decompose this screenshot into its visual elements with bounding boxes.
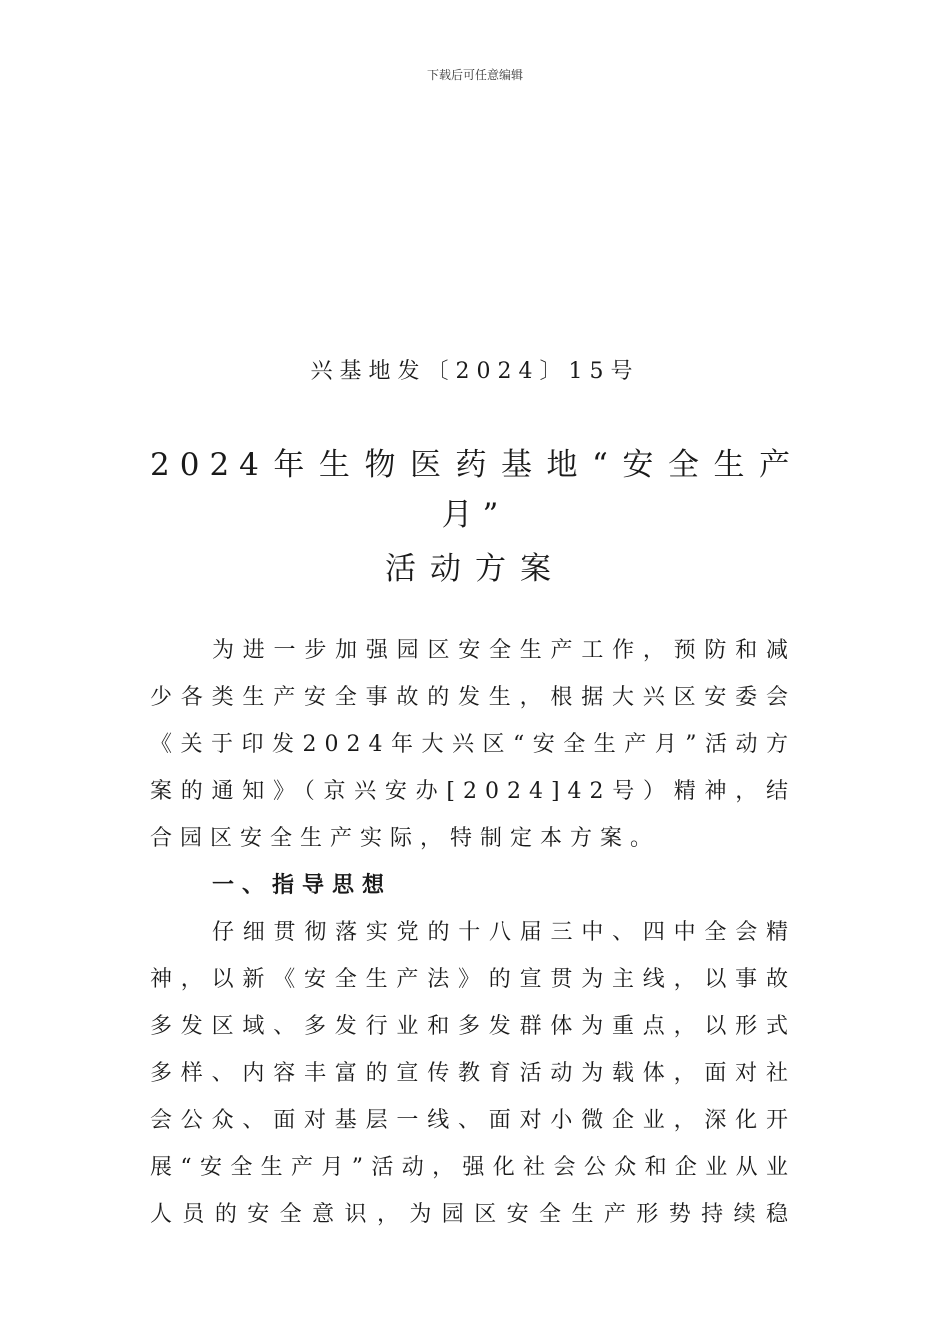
document-number: 兴基地发〔2024〕15号 [310, 359, 640, 384]
title-line-3: 活动方案 [385, 551, 565, 587]
header-note: 下载后可任意编辑 [426, 68, 523, 82]
intro-paragraph: 为进一步加强园区安全生产工作，预防和减少各类生产安全事故的发生，根据大兴区安委会《关于印发2024年大兴区“安全生产月”活动方案的通知》（京兴安办[2024]42号）精神，结合园区安全生产实际，特制定本方案。 [150, 638, 796, 851]
section-paragraph: 仔细贯彻落实党的十八届三中、四中全会精神，以新《安全生产法》的宣贯为主线，以事故多发区域、多发行业和多发群体为重点，以形式多样、内容丰富的宣传教育活动为载体，面对社会公众、面对基层一线、面对小微企业，深化开展“安全生产月”活动，强化社会公众和企业从业人员的安全意识，为园区安全生产形势持续稳 [150, 920, 796, 1227]
document-body [150, 627, 796, 1238]
document-title [150, 440, 800, 594]
title-line-1: 2024年生物医药基地“安全生产 [150, 447, 800, 483]
section-heading: 一、指导思想 [212, 873, 393, 898]
title-line-2: 月” [441, 497, 509, 533]
